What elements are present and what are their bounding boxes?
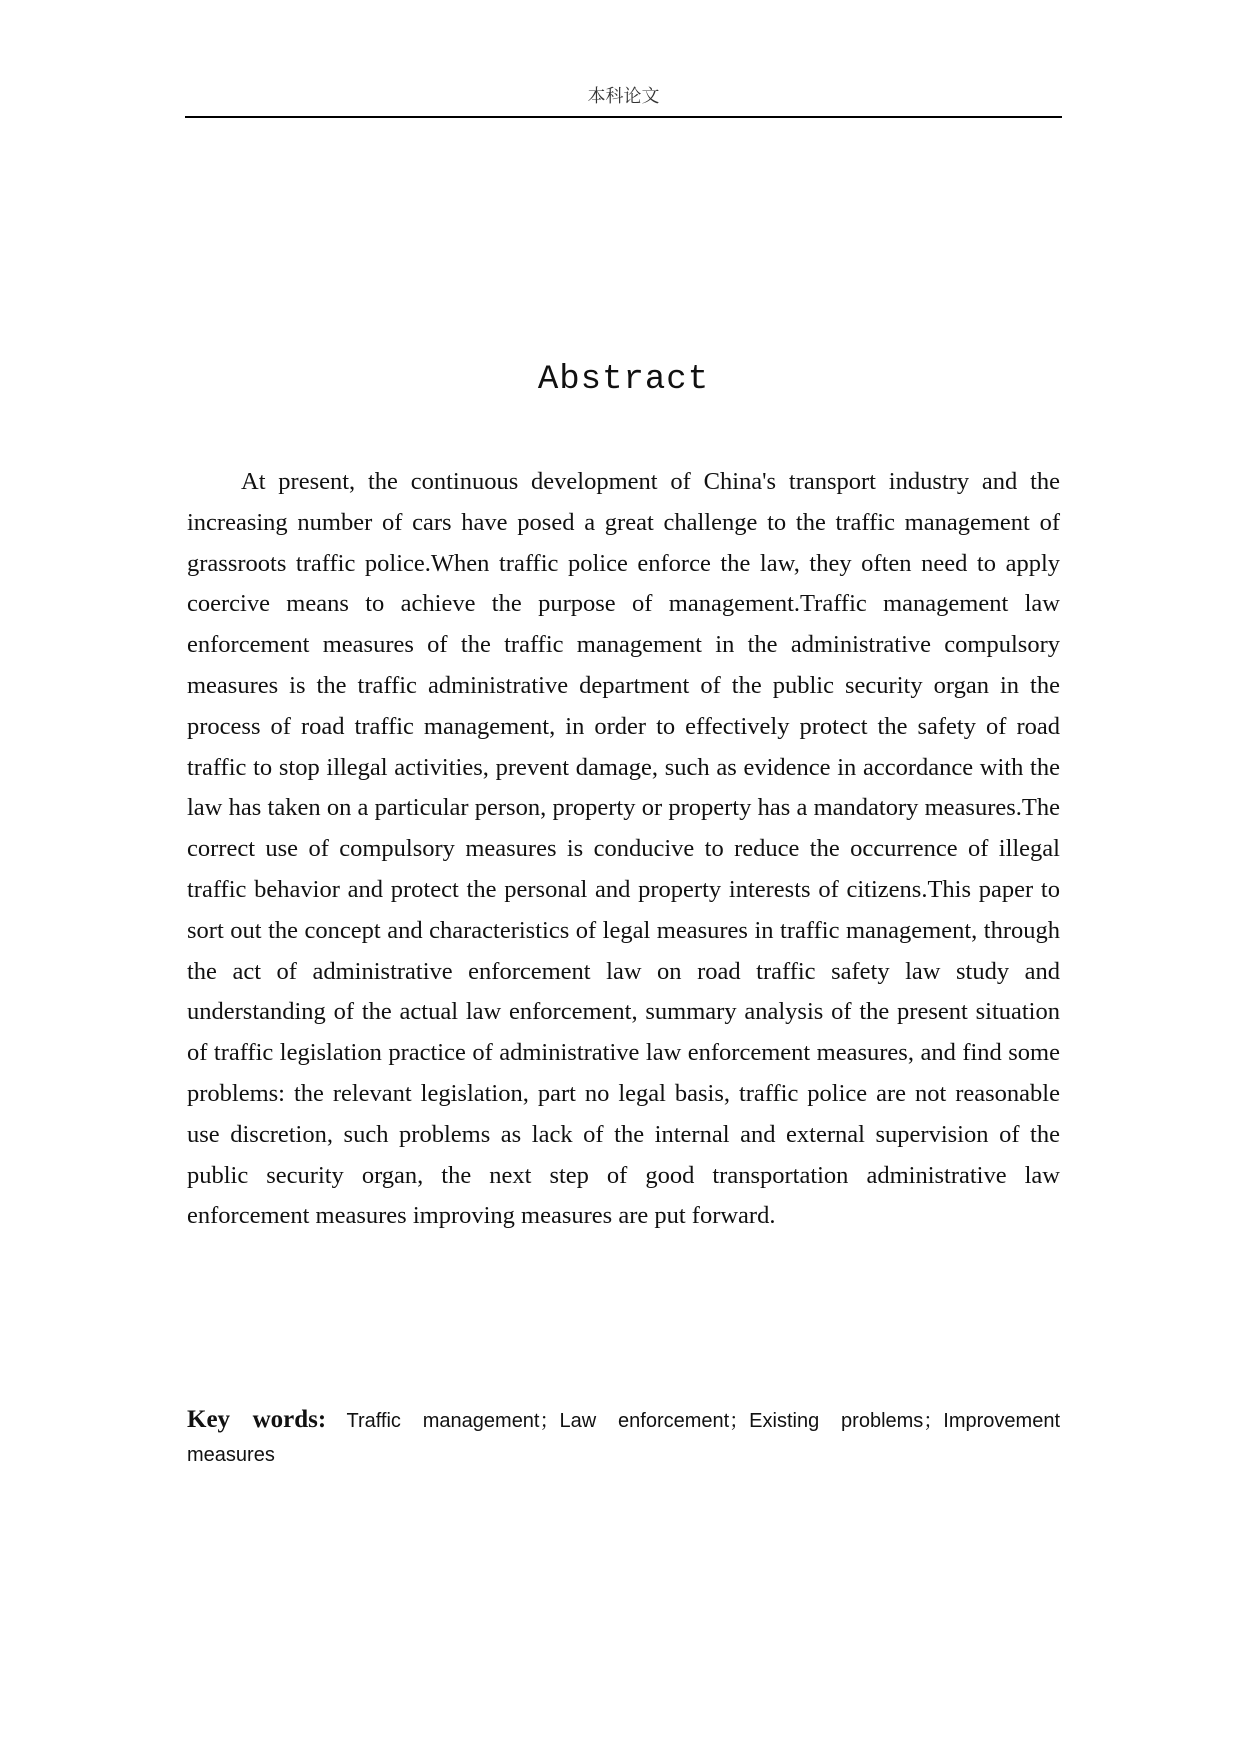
page-header-title: 本科论文 <box>587 86 660 107</box>
page-header <box>185 86 1062 118</box>
abstract-body: At present, the continuous development of China's transport industry and the increasing number of cars have posed a great challenge to the traffic management of grassroots traffic police.When traffic police enforce the law, they often need to apply coercive means to achieve the purpose of management.Traffic management law enforcement measures of the traffic management in the administrative compulsory measures is the traffic administrative department of the public security organ in the process of road traffic management, in order to effectively protect the safety of road traffic to stop illegal activities, prevent damage, such as evidence in accordance with the law has taken on a particular person, property or property has a mandatory measures.The correct use of compulsory measures is conducive to reduce the occurrence of illegal traffic behavior and protect the personal and property interests of citizens.This paper to sort out the concept and characteristics of legal measures in traffic management, through the act of administrative enforcement law on road traffic safety law study and understanding of the actual law enforcement, summary analysis of the present situation of traffic legislation practice of administrative law enforcement measures, and find some problems: the relevant legislation, part no legal basis, traffic police are not reasonable use discretion, such problems as lack of the internal and external supervision of the public security organ, the next step of good transportation administrative law enforcement measures improving measures are put forward. <box>187 468 1060 1230</box>
abstract-title: Abstract <box>537 361 710 399</box>
keywords-label: Key words: <box>187 1406 327 1433</box>
keywords-list: Traffic management；Law enforcement；Existing problems；Improvement measures <box>187 1410 1061 1466</box>
keywords <box>187 1404 1060 1473</box>
